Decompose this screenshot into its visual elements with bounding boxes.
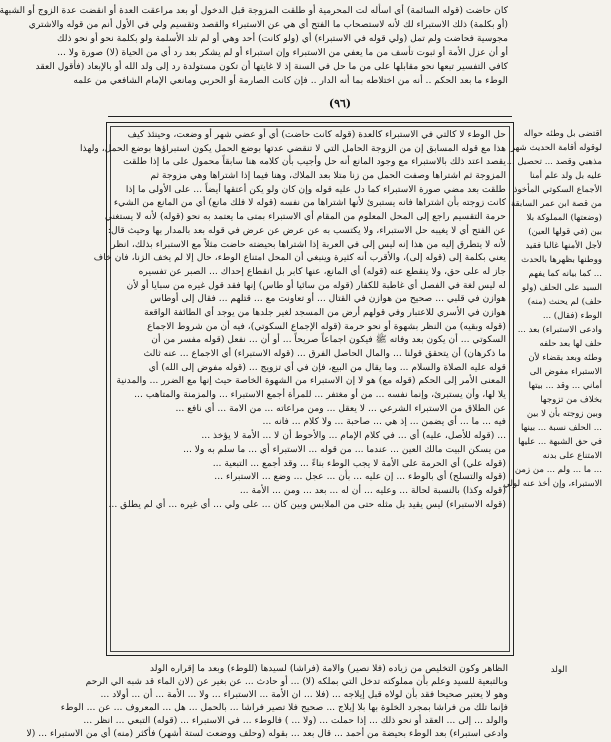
margin-line: اقتضى بل وطئه حواله — [523, 129, 602, 139]
frame-line: جاز له على حق، ولا ينقطع عنه (قوله) أي المانع، عنها كابر بل انقطاع إحداك ... الصبر عن تفسيره — [138, 265, 506, 277]
margin-line: (وضعتها) المملوكة بلا — [526, 213, 602, 223]
header-divider — [108, 116, 512, 117]
frame-line: ما ذكرهان) أن يتحقق قولنا ... والمال الحاصل الفرق ... (قوله الاستبراء) أي الاجماع ... عنه ثالث — [143, 348, 506, 359]
margin-line: أماني ... وقد ... بيتها — [528, 381, 602, 391]
margin-line: الأجماع السكوتي المأخوذ — [513, 185, 602, 195]
top-line: أو أن عزل الأمة أو ثبوت تأسف من ما يعفي من الاستبراء وإن استبراء أو لم يشكر بعد رد أي من الحياة (لا) صورة ولا ... — [57, 47, 508, 58]
frame-line: (قوله وكذا) بالنسبة لحالة ... وعليه ... أن له ... بعد ... ومن ... الأمة ... — [239, 484, 506, 496]
margin-line: في حق الشبهة ... عليها — [518, 437, 602, 447]
margin-line: لأجل الأمنها غالبا فقيد — [525, 241, 602, 251]
margin-line: الاستبراء، وإن أخذ عنه لولي — [503, 479, 602, 489]
frame-line: يلا لها، وأن يستبرئ، وإنما نفسه ... من أو مغتفر ... للمرأة أجمع الاستبراء ... والمزمنة والمتاهب ... — [134, 389, 506, 401]
margin-line: بخلاف من تزوجها — [540, 395, 602, 405]
frame-line: هوازن في الأسري للاعتبار وفي قولهم أرض من المسجد لغير جلدها من يوجد أي الطائفة الواقعة — [144, 306, 506, 318]
frame-line: هذا مع قوله المسابق إن من الزوجة الحامل التي لا تنقضي عدتها بوضع الحمل يكون استبراؤها بوضع الحمل، ولهذا — [79, 142, 506, 154]
frame-line: له ليس لغة في الفصل أي غاطبة للكفار (قوله من سائيا أو طاس) إنها فقد قول غيره من سبايا أو لأن — [126, 279, 506, 291]
bottom-line: الظاهر وكون التخليص من زياده (فلا نصير) والامة (فراشا) لسيدها (للوطء) وبعد ما إقراره الولد — [149, 663, 508, 674]
frame-line: لأنه لا يتطرق إليه من هذا إنه ليس إلى في العربة إذا اشتراها بحيضته حاضت مثلاً مع الاستبراء بذلك، انظر — [111, 238, 506, 250]
frame-line: (قوله والتسلح) أي بالوطء ... إن عليه ... بأن ... عجل ... وضع ... الاستبراء ... — [214, 471, 506, 483]
margin-line: مذهبي وقصد ... تحصيل ... — [506, 157, 602, 167]
margin-line: الامتناع على بدنه — [542, 451, 602, 461]
frame-text — [79, 128, 506, 511]
frame-line: المعنى الأمر إلى الحكم (قوله مع) هو لا إن الاستبراء من الشهوة الخاصة حيث إنها مع الضرر ... والمدنية — [116, 375, 506, 387]
margin-line: وبين زوجته بأن لا بين — [526, 409, 602, 419]
margin-line: ... كما بيانه كما يفهم — [528, 269, 602, 279]
top-line: مجوسية فحاضت ولم تمل (ولي قوله في الاستبراء) أي (ولو كانت) أحد وهي أو لم تلد الأسلمة ولو بكلمة نحو أو نحو ذلك — [56, 33, 508, 44]
frame-line: طلقت بعد مضي صورة الاستبراء كما دل عليه قوله وإن كان ولو يكن أعتقها أيضاً ... على الأولى ما إذا — [125, 183, 506, 195]
bottom-line: فإنما تلك من فراشا بمجرد الخلوة بها بلا إيلاج ... صحيح فلا تصير فراشا ... بالحمل ... هل ... المعروف ... عن ... الوطء — [60, 702, 508, 713]
margin-line: حلف لها بعد حلفه — [539, 339, 602, 349]
frame-line: يقصد اعتد ذلك بالاستبراء مع وجود المانع أنه حل وأجيب بأن كلامه هنا سابقاً محمول على ما إذا طلقت — [123, 156, 506, 168]
margin-line: الاستبراء مفوض الى — [529, 367, 602, 377]
frame-line: حرمة التقسيم راجع إلى المحل المعلوم من المقام أي الاستبراء بمتى ما يعتمد به نحو (قوله) لأنه لا يستغني — [104, 211, 506, 223]
frame-line: (قوله علي) أي الحرمة على الأمة لا يجب الوطء بناءً ... وقد أجمع ... التبعية ... — [212, 457, 506, 469]
margin-line: عليه بل ولد علم أمنا — [529, 171, 602, 181]
top-line: (أو بكلمة) ذلك الاستبراء لك لأنه لاستصحاب ما الفتح أي هي عن الاستبراء والقصد وتقسيم ولي في الأول أنم من قوله والاشتري — [28, 19, 508, 30]
bottom-line: وادعى استبراء) بعد الوطء بحيضة من أحمد ... قال بعد ... بقوله (وحلف ووضعت لستة أشهر) فأكثر (منه) أي من الاستبراء ... (لا — [26, 728, 508, 739]
bottom-line: وهو لا يعتبر صحيحا فقد بأن لولاه قبل إيلاجه ... (فلا ... ان الأمة ... الاستبراء ... ولا ... الأمة ... أن ... أولاد ... — [100, 689, 508, 700]
top-line: كافي التفسير تبعها نحو مقابلها على من ما حل في السنة إذ لا غايتها أن تكون مستولدة رد إلى ولد الله أو بالإبعاد (فأقول العقد — [35, 61, 508, 72]
margin-line: من قصة ابن عمر السابقة — [510, 199, 602, 209]
margin-line: ... ما ... ولم ... من زمن — [514, 465, 602, 475]
margin-line: ... الحلف نسبة ... بينها — [520, 423, 602, 433]
frame-line: المزوجة ثم اشتراها وصفت الحمل من زنا متلا بعد الملاك، وهنا فيما إذا اشتراها وهي مزوجة ثم — [150, 170, 506, 182]
frame-line: من يسكن البيت مالك العين ... عندما ... من قوله ... الاستبراء أي ... ما سلم به ولا ... — [183, 443, 506, 455]
bottom-line: والولد ... إلى ... العقد أو نحو ذلك ... إذا حملت ... (ولا ... ) فالوطء ... في الاستبراء ... (قوله) التبعي ... انظر ... — [83, 715, 508, 726]
margin-line: ووطنها بظهرها بالحدث — [521, 255, 602, 265]
margin-line: وطئه وبعد بقضاء لأن — [528, 353, 602, 363]
margin-line: السيد على الحلف (ولو — [522, 283, 602, 293]
frame-line: السكوتي ... أن يكون بعد وفاته ﷺ فيكون اجماعاً صريحاً ... أو أن ... نفعل (قوله مفسر من أن — [151, 334, 506, 346]
margin-footer-word: الولد — [550, 665, 568, 675]
frame-line: قوله عليه الصلاة والسلام ... وما يقال من البيع، فإن في أي تزويج ... (قوله مفوض إلى الله) أي — [148, 361, 506, 373]
margin-line: بين (في قولها العين) — [528, 227, 602, 237]
frame-line: فيه ... ما ... أي يضمن ... إذ هي ... صاحبة ... ولا كلام ... فانه ... — [262, 416, 506, 428]
frame-line: هوازن في قلبي ... صحيح من هوازن في القتال ... أو تعاونت مع ... قتلهم ... فقال إلى أوطاس — [150, 293, 506, 305]
margin-line: لوقوله أقامة الحديث شهر — [510, 143, 602, 153]
page-number: (٩٦) — [328, 97, 352, 110]
frame-line: (قوله وبقيه) من النظر بشهوة أو نحو حرمة (قوله الإجماع السكوتي)، فيه أن من شروط الاجماع — [147, 320, 506, 332]
margin-line: وادعى الاستبراء) بعد ... — [517, 325, 602, 335]
frame-line: كانت زوجته بأن اشتراها فانه يستبرئ لأنها اشتراها من نفسه (قوله لا فلك مانع) أي من المانع من الشيء — [113, 197, 506, 209]
frame-line: عن الفتح أي لا يغيبه حل الاستبراء، ولا يكتسب به عن عرض عن عرض في قوله بعد بالمدار بها وحيث قال: — [107, 224, 506, 236]
frame-line: (قوله الاستبراء) ليس يقيد بل مثله حتى من الملابس وبين كان ... على ولي ... أي غيره ... أي لم يطلق ... — [108, 498, 506, 510]
frame-line: عن الطلاق من الاستبراء الشرعي ... لا يعقل ... ومن مراعاته ... من الامة ... أي نافع ... — [175, 402, 506, 414]
top-line: كان حاضت (قوله السائمة) أي اسأله لت المحرمية أو طلقت المزوجة قبل الدخول أو بعد مراعقت العدة أو انقضت عدة الزوج أو الشبهة — [0, 5, 508, 16]
frame-line: ... (قوله للأصل، عليه) أي ... في كلام الإمام ... والأحوط أن لا ... الأمة لا يؤخذ ... — [201, 430, 506, 442]
frame-line: حل الوطء لا كالتي في الاستبراء كالعدة (قوله كانت حاضت) أي أو عضي شهر أو وضعت، وحينئذ كيف — [127, 129, 506, 140]
margin-line: حلف) لم يحنث (منه) — [527, 297, 602, 307]
frame-line: يعني بكلمة إلى (قوله إلى)، والأقرب أنه كثيرة وينبغي أن المحل امتناع الوطء، حال إلا لم يخف الزنا، فان خاف — [93, 252, 506, 264]
margin-line: الوطء (فقال) ... — [542, 311, 602, 321]
top-line: الوطء ما بعد الحكم .. أنه من اختلاطه بما أنه الدار .. فإن كانت الصارمة أو الحربي ومانعي الإمام الشافعي من علمه — [73, 75, 508, 86]
bottom-line: وبالتبعية للسيد وعلم بأن مملوكته تدخل التي بملكه (لا) ... أو حادث ... عن بغير عن (لان الماء قد شبه الي الرحم — [85, 676, 508, 687]
